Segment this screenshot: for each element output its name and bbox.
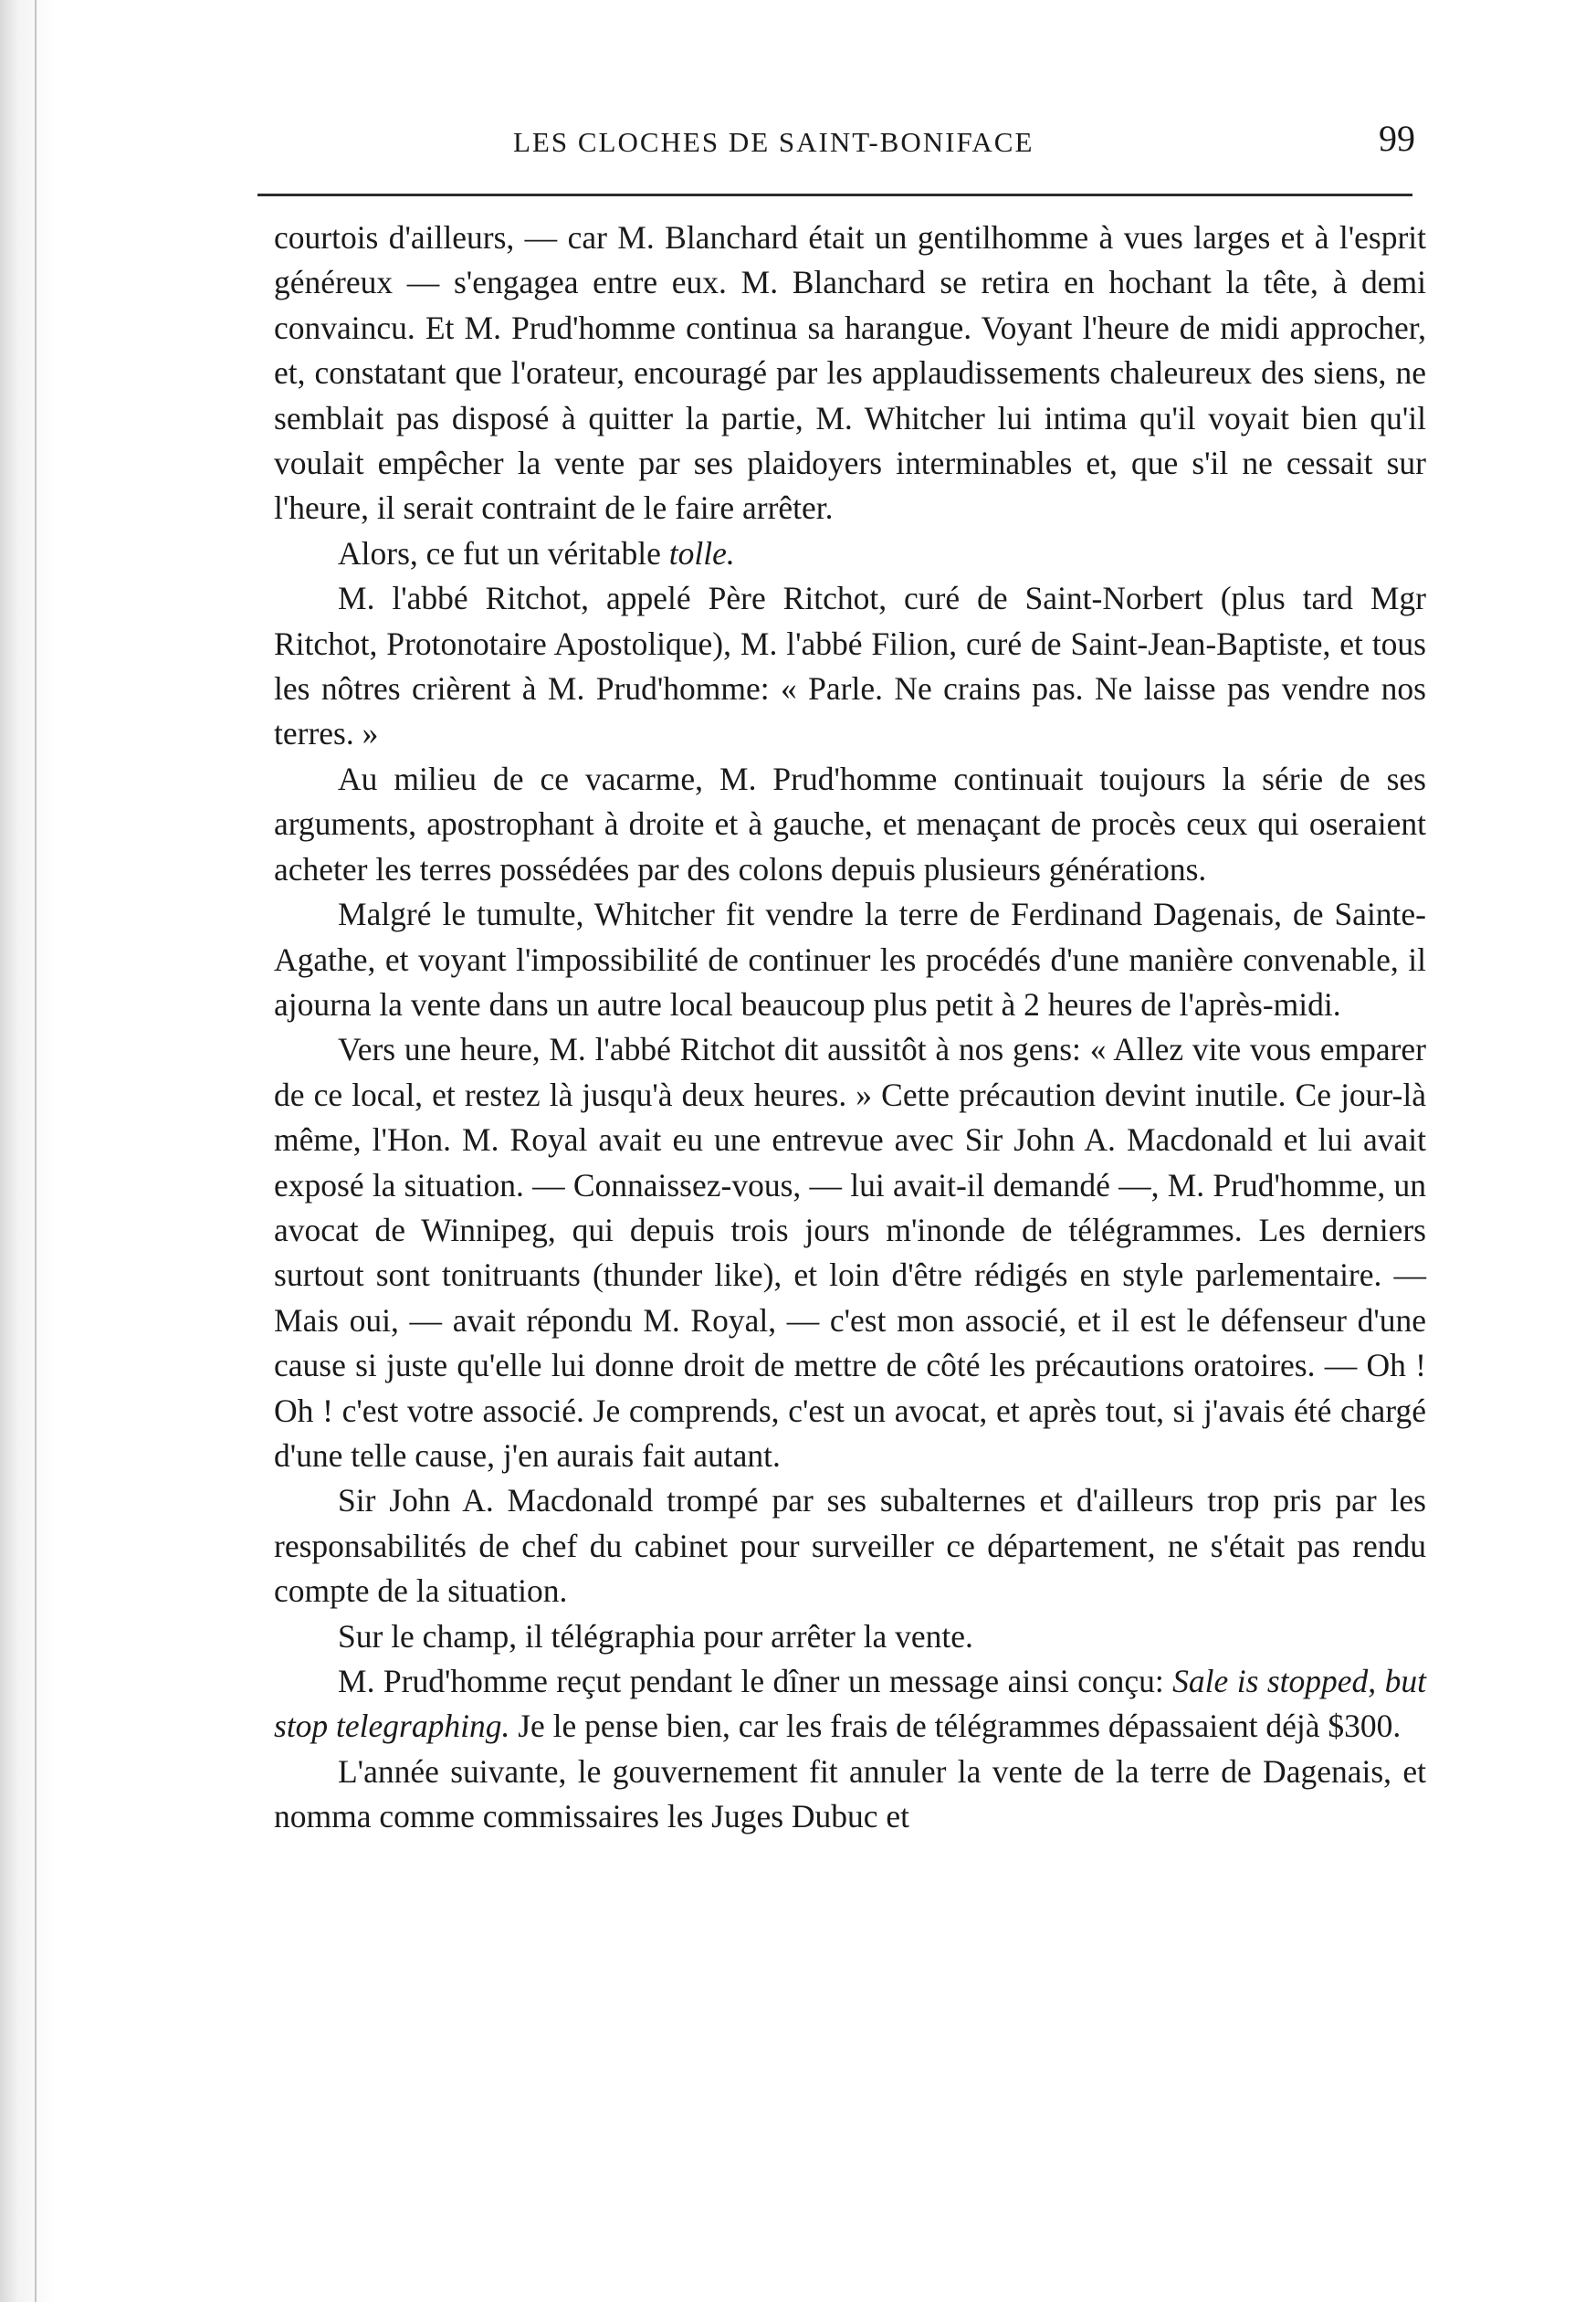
header-rule bbox=[257, 194, 1412, 196]
running-title: LES CLOCHES DE SAINT-BONIFACE bbox=[513, 126, 1034, 158]
book-spine-shadow bbox=[0, 0, 64, 2302]
message-before: M. Prud'homme reçut pendant le dîner un message ainsi conçu: bbox=[338, 1663, 1173, 1699]
page-header bbox=[274, 118, 1415, 190]
paragraph: M. l'abbé Ritchot, appelé Père Ritchot, curé de Saint-Norbert (plus tard Mgr Ritchot, Protonotaire Apostolique), M. l'abbé Filion, curé de Saint-Jean-Baptiste, et tous les nôtres crièrent à M. Prud'homme: « Parle. Ne crains pas. Ne laisse pas vendre nos terres. » bbox=[274, 580, 1426, 752]
paragraph: Sir John A. Macdonald trompé par ses subalternes et d'ailleurs trop pris par les responsabilités de chef du cabinet pour surveiller ce département, ne s'était pas rendu compte de la situation. bbox=[274, 1482, 1426, 1610]
message-italic: Sale is stopped, but stop telegraphing. bbox=[274, 1663, 1426, 1745]
alors-text: Alors, ce fut un véritable bbox=[338, 534, 669, 572]
binding-edge bbox=[35, 0, 37, 2302]
message-after: Je le pense bien, car les frais de télégrammes dépassaient déjà $300. bbox=[509, 1708, 1402, 1745]
alors-italic: tolle. bbox=[668, 534, 735, 572]
body-text bbox=[274, 215, 1426, 1840]
paragraph-alors bbox=[274, 531, 1426, 576]
paragraph: L'année suivante, le gouvernement fit annuler la vente de la terre de Dagenais, et nomma comme commissaires les Juges Dubuc et bbox=[274, 1752, 1426, 1835]
paragraph: courtois d'ailleurs, — car M. Blanchard était un gentilhomme à vues larges et à l'esprit généreux — s'engagea entre eux. M. Blanchard se retira en hochant la tête, à demi convaincu. Et M. Prud'homme continua sa harangue. Voyant l'heure de midi approcher, et, constatant que l'orateur, encouragé par les applaudissements chaleureux des siens, ne semblait pas disposé à quitter la partie, M. Whitcher lui intima qu'il voyait bien qu'il voulait empêcher la vente par ses plaidoyers interminables et, que s'il ne cessait sur l'heure, il serait contraint de le faire arrêter. bbox=[274, 219, 1426, 527]
paragraph: Malgré le tumulte, Whitcher fit vendre la terre de Ferdinand Dagenais, de Sainte-Agathe, et voyant l'impossibilité de continuer les procédés d'une manière convenable, il ajourna la vente dans un autre local beaucoup plus petit à 2 heures de l'après-midi. bbox=[274, 896, 1426, 1023]
paragraph: Sur le champ, il télégraphia pour arrêter la vente. bbox=[338, 1617, 973, 1655]
paragraph-message bbox=[274, 1659, 1426, 1750]
paragraph: Vers une heure, M. l'abbé Ritchot dit aussitôt à nos gens: « Allez vite vous emparer de ce local, et restez là jusqu'à deux heures. » Cette précaution devint inutile. Ce jour-là même, l'Hon. M. Royal avait eu une entrevue avec Sir John A. Macdonald et lui avait exposé la situation. — Connaissez-vous, — lui avait-il demandé —, M. Prud'homme, un avocat de Winnipeg, qui depuis trois jours m'inonde de télégrammes. Les derniers surtout sont tonitruants (thunder like), et loin d'être rédigés en style parlementaire. — Mais oui, — avait répondu M. Royal, — c'est mon associé, et il est le défenseur d'une cause si juste qu'elle lui donne droit de mettre de côté les précautions oratoires. — Oh ! Oh ! c'est votre associé. Je comprends, c'est un avocat, et après tout, si j'avais été chargé d'une telle cause, j'en aurais fait autant. bbox=[274, 1031, 1426, 1474]
paragraph: Au milieu de ce vacarme, M. Prud'homme continuait toujours la série de ses arguments, apostrophant à droite et à gauche, et menaçant de procès ceux qui oseraient acheter les terres possédées par des colons depuis plusieurs générations. bbox=[274, 760, 1426, 888]
page-number: 99 bbox=[1379, 118, 1415, 159]
